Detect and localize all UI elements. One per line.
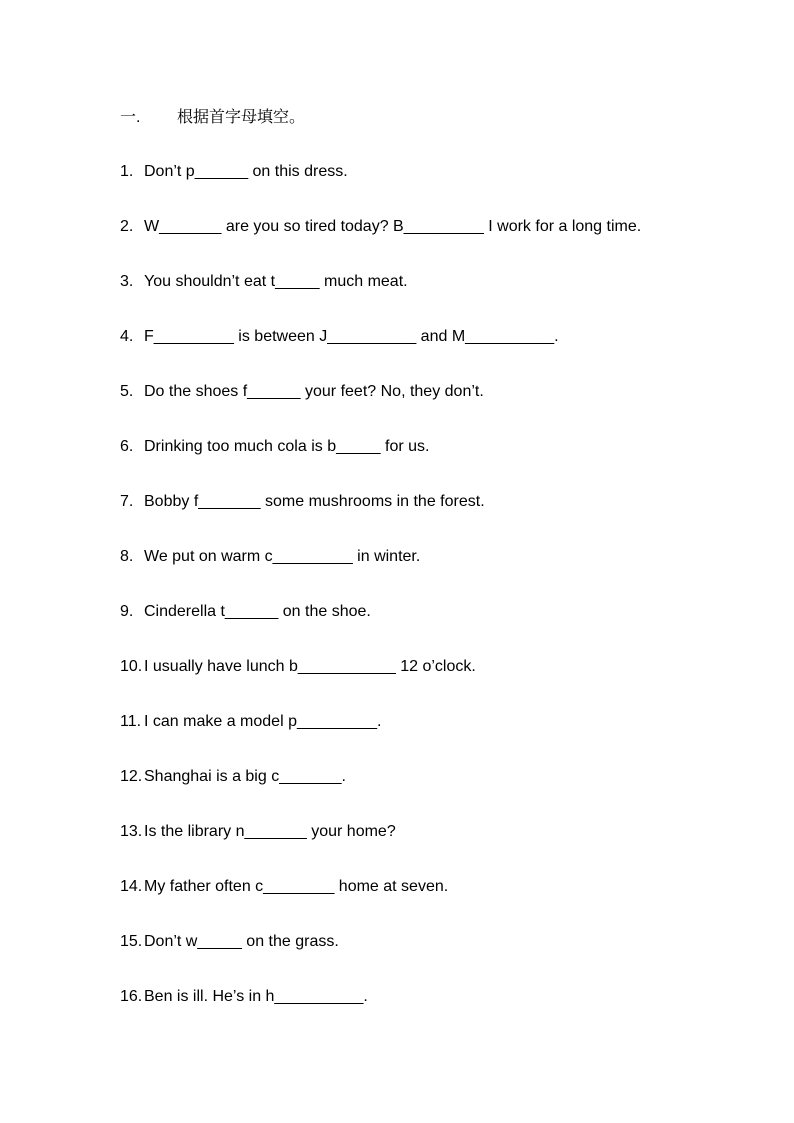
question-number: 2. [120,218,134,235]
question-item [120,491,641,546]
question-text: Don’t p______ on this dress. [144,163,348,180]
question-item [120,766,641,821]
question-text: Cinderella t______ on the shoe. [144,603,371,620]
question-list [120,161,641,1041]
question-number: 13. [120,823,143,840]
question-item [120,161,641,216]
section-number: 一. [120,109,141,126]
question-item [120,546,641,601]
question-number: 11. [120,713,142,730]
question-text: F_________ is between J__________ and M__________. [144,328,559,345]
question-text: Drinking too much cola is b_____ for us. [144,438,430,455]
question-text: We put on warm c_________ in winter. [144,548,421,565]
question-number: 14. [120,878,143,895]
question-text: Is the library n_______ your home? [144,823,396,840]
question-text: Do the shoes f______ your feet? No, they don’t. [144,383,484,400]
question-text: My father often c________ home at seven. [144,878,449,895]
question-number: 7. [120,493,134,510]
question-text: W_______ are you so tired today? B_________ I work for a long time. [144,218,642,235]
question-text: You shouldn’t eat t_____ much meat. [144,273,408,290]
question-number: 6. [120,438,134,455]
question-item [120,601,641,656]
question-item [120,271,641,326]
question-item [120,821,641,876]
question-item [120,656,641,711]
question-number: 12. [120,768,143,785]
section-title: 根据首字母填空。 [177,109,306,126]
question-item [120,931,641,986]
question-text: I can make a model p_________. [144,713,382,730]
question-number: 15. [120,933,143,950]
question-item [120,876,641,931]
question-number: 1. [120,163,134,180]
question-text: I usually have lunch b___________ 12 o’clock. [144,658,476,675]
question-text: Shanghai is a big c_______. [144,768,346,785]
question-number: 8. [120,548,134,565]
question-number: 16. [120,988,143,1005]
question-item [120,326,641,381]
question-item [120,216,641,271]
question-text: Ben is ill. He’s in h__________. [144,988,368,1005]
question-number: 5. [120,383,134,400]
question-item [120,986,641,1041]
question-number: 4. [120,328,134,345]
section-heading [120,107,305,129]
question-item [120,436,641,491]
question-item [120,711,641,766]
question-text: Bobby f_______ some mushrooms in the forest. [144,493,485,510]
question-item [120,381,641,436]
question-text: Don’t w_____ on the grass. [144,933,339,950]
question-number: 9. [120,603,134,620]
question-number: 10. [120,658,143,675]
question-number: 3. [120,273,134,290]
